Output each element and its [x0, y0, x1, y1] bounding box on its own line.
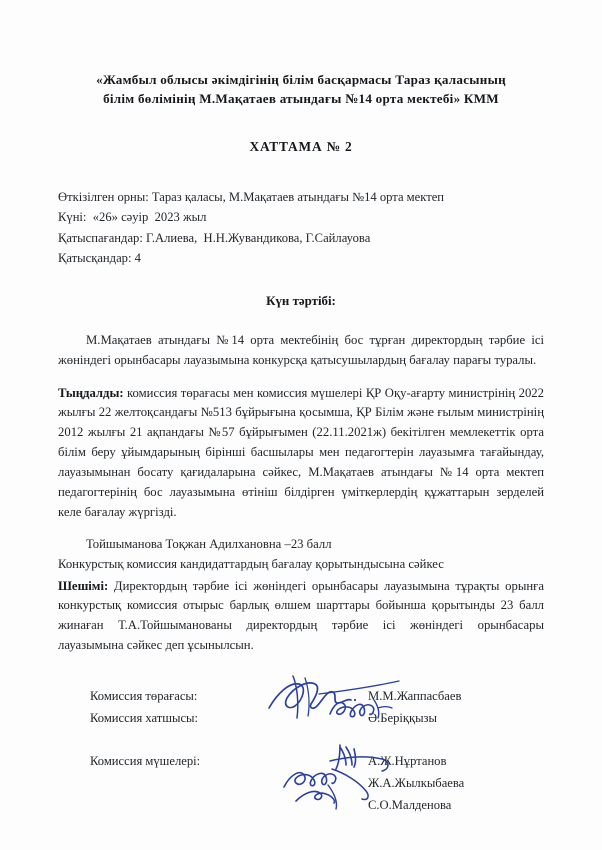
- chairman-row: [58, 686, 544, 708]
- member-name-1: А.Ж.Нұртанов: [368, 754, 447, 769]
- secretary-row: [58, 708, 544, 730]
- members-role: Комиссия мүшелері:: [90, 754, 201, 769]
- meta-absent: Қатыспағандар: Г.Алиева, Н.Н.Жувандикова, Г.Сайлауова: [58, 230, 371, 245]
- member-name-2: Ж.А.Жылкыбаева: [368, 775, 465, 790]
- listened-paragraph: [58, 384, 544, 523]
- organization-header-line-1: «Жамбыл облысы әкімдігінің білім басқармасы Тараз қаласының: [96, 72, 506, 87]
- candidate-score-line: Тойшыманова Тоқжан Адилхановна –23 балл: [86, 537, 332, 551]
- members-row: [58, 751, 544, 816]
- organization-header-line-2: білім бөлімінің М.Мақатаев атындағы №14 орта мектебі» КММ: [103, 91, 499, 107]
- chairman-role: Комиссия төрағасы:: [90, 688, 198, 703]
- secretary-name: Ә.Беріққызы: [368, 710, 437, 725]
- meta-date: Күні: «26» сәуір 2023 жыл: [58, 210, 207, 225]
- member-name-3: С.О.Малденова: [368, 797, 452, 812]
- conclusion-line: Конкурстық комиссия кандидаттардың бағалау қорытындысына сәйкес: [58, 556, 444, 571]
- chairman-name: М.М.Жаппасбаев: [368, 688, 462, 703]
- secretary-role: Комиссия хатшысы:: [90, 710, 199, 725]
- meta-block: [58, 187, 544, 269]
- member-names-list: [368, 751, 544, 816]
- meta-attended: Қатысқандар: 4: [58, 250, 141, 265]
- decision-label: Шешімі:: [58, 578, 109, 593]
- listened-text: комиссия төрағасы мен комиссия мүшелері ҚР Оқу-ағарту министрінің 2022 жылғы 22 желтоқсандағы №513 бұйрығына қосымша, ҚР Білім және ғылым министрінің 2012 жылғы 21 ақпандағы №57 бұйрығымен (22.11.2021ж) бекітілген мемлекеттік орта білім беру ұйымдарының бірінші басшылары мен педагогтерін лауазымға тағайындау, лауазымынан босату қағидаларына сәйкес, М.Мақатаев атындағы №14 орта мектеп педагогтерінің бос лауазымына өтініш білдірген үміткерлердің құжаттарын зерделей келе бағалау жүргізді.: [58, 385, 544, 519]
- signature-block: [58, 686, 544, 816]
- decision-text: Директордың тәрбие ісі жөніндегі орынбасары лауазымына тұрақты орынға конкурстық комиссия отырыс барлық өлшем шарттары бойынша қорытынды 23 балл жинаған Т.А.Тойшыманованы директордың тәрбие ісі жөніндегі орынбасары лауазымына сәйкес деп ұсынылсын.: [58, 578, 544, 653]
- officers-signature-group: [58, 686, 544, 729]
- organization-header: [58, 70, 544, 109]
- page-title: ХАТТАМА № 2: [249, 138, 353, 154]
- agenda-paragraph: М.Мақатаев атындағы №14 орта мектебінің бос тұрған директордың тәрбие ісі жөніндегі орынбасары лауазымына конкурсқа қатысушылардың бағалау парағы туралы.: [58, 333, 544, 368]
- meta-place: Өткізілген орны: Тараз қаласы, М.Мақатаев атындағы №14 орта мектеп: [58, 189, 445, 204]
- document-content: [58, 0, 544, 816]
- agenda-heading: Күн тәртібі:: [266, 294, 336, 309]
- members-signature-group: [58, 751, 544, 816]
- decision-paragraph: [58, 577, 544, 656]
- listened-label: Тыңдалды:: [58, 385, 124, 400]
